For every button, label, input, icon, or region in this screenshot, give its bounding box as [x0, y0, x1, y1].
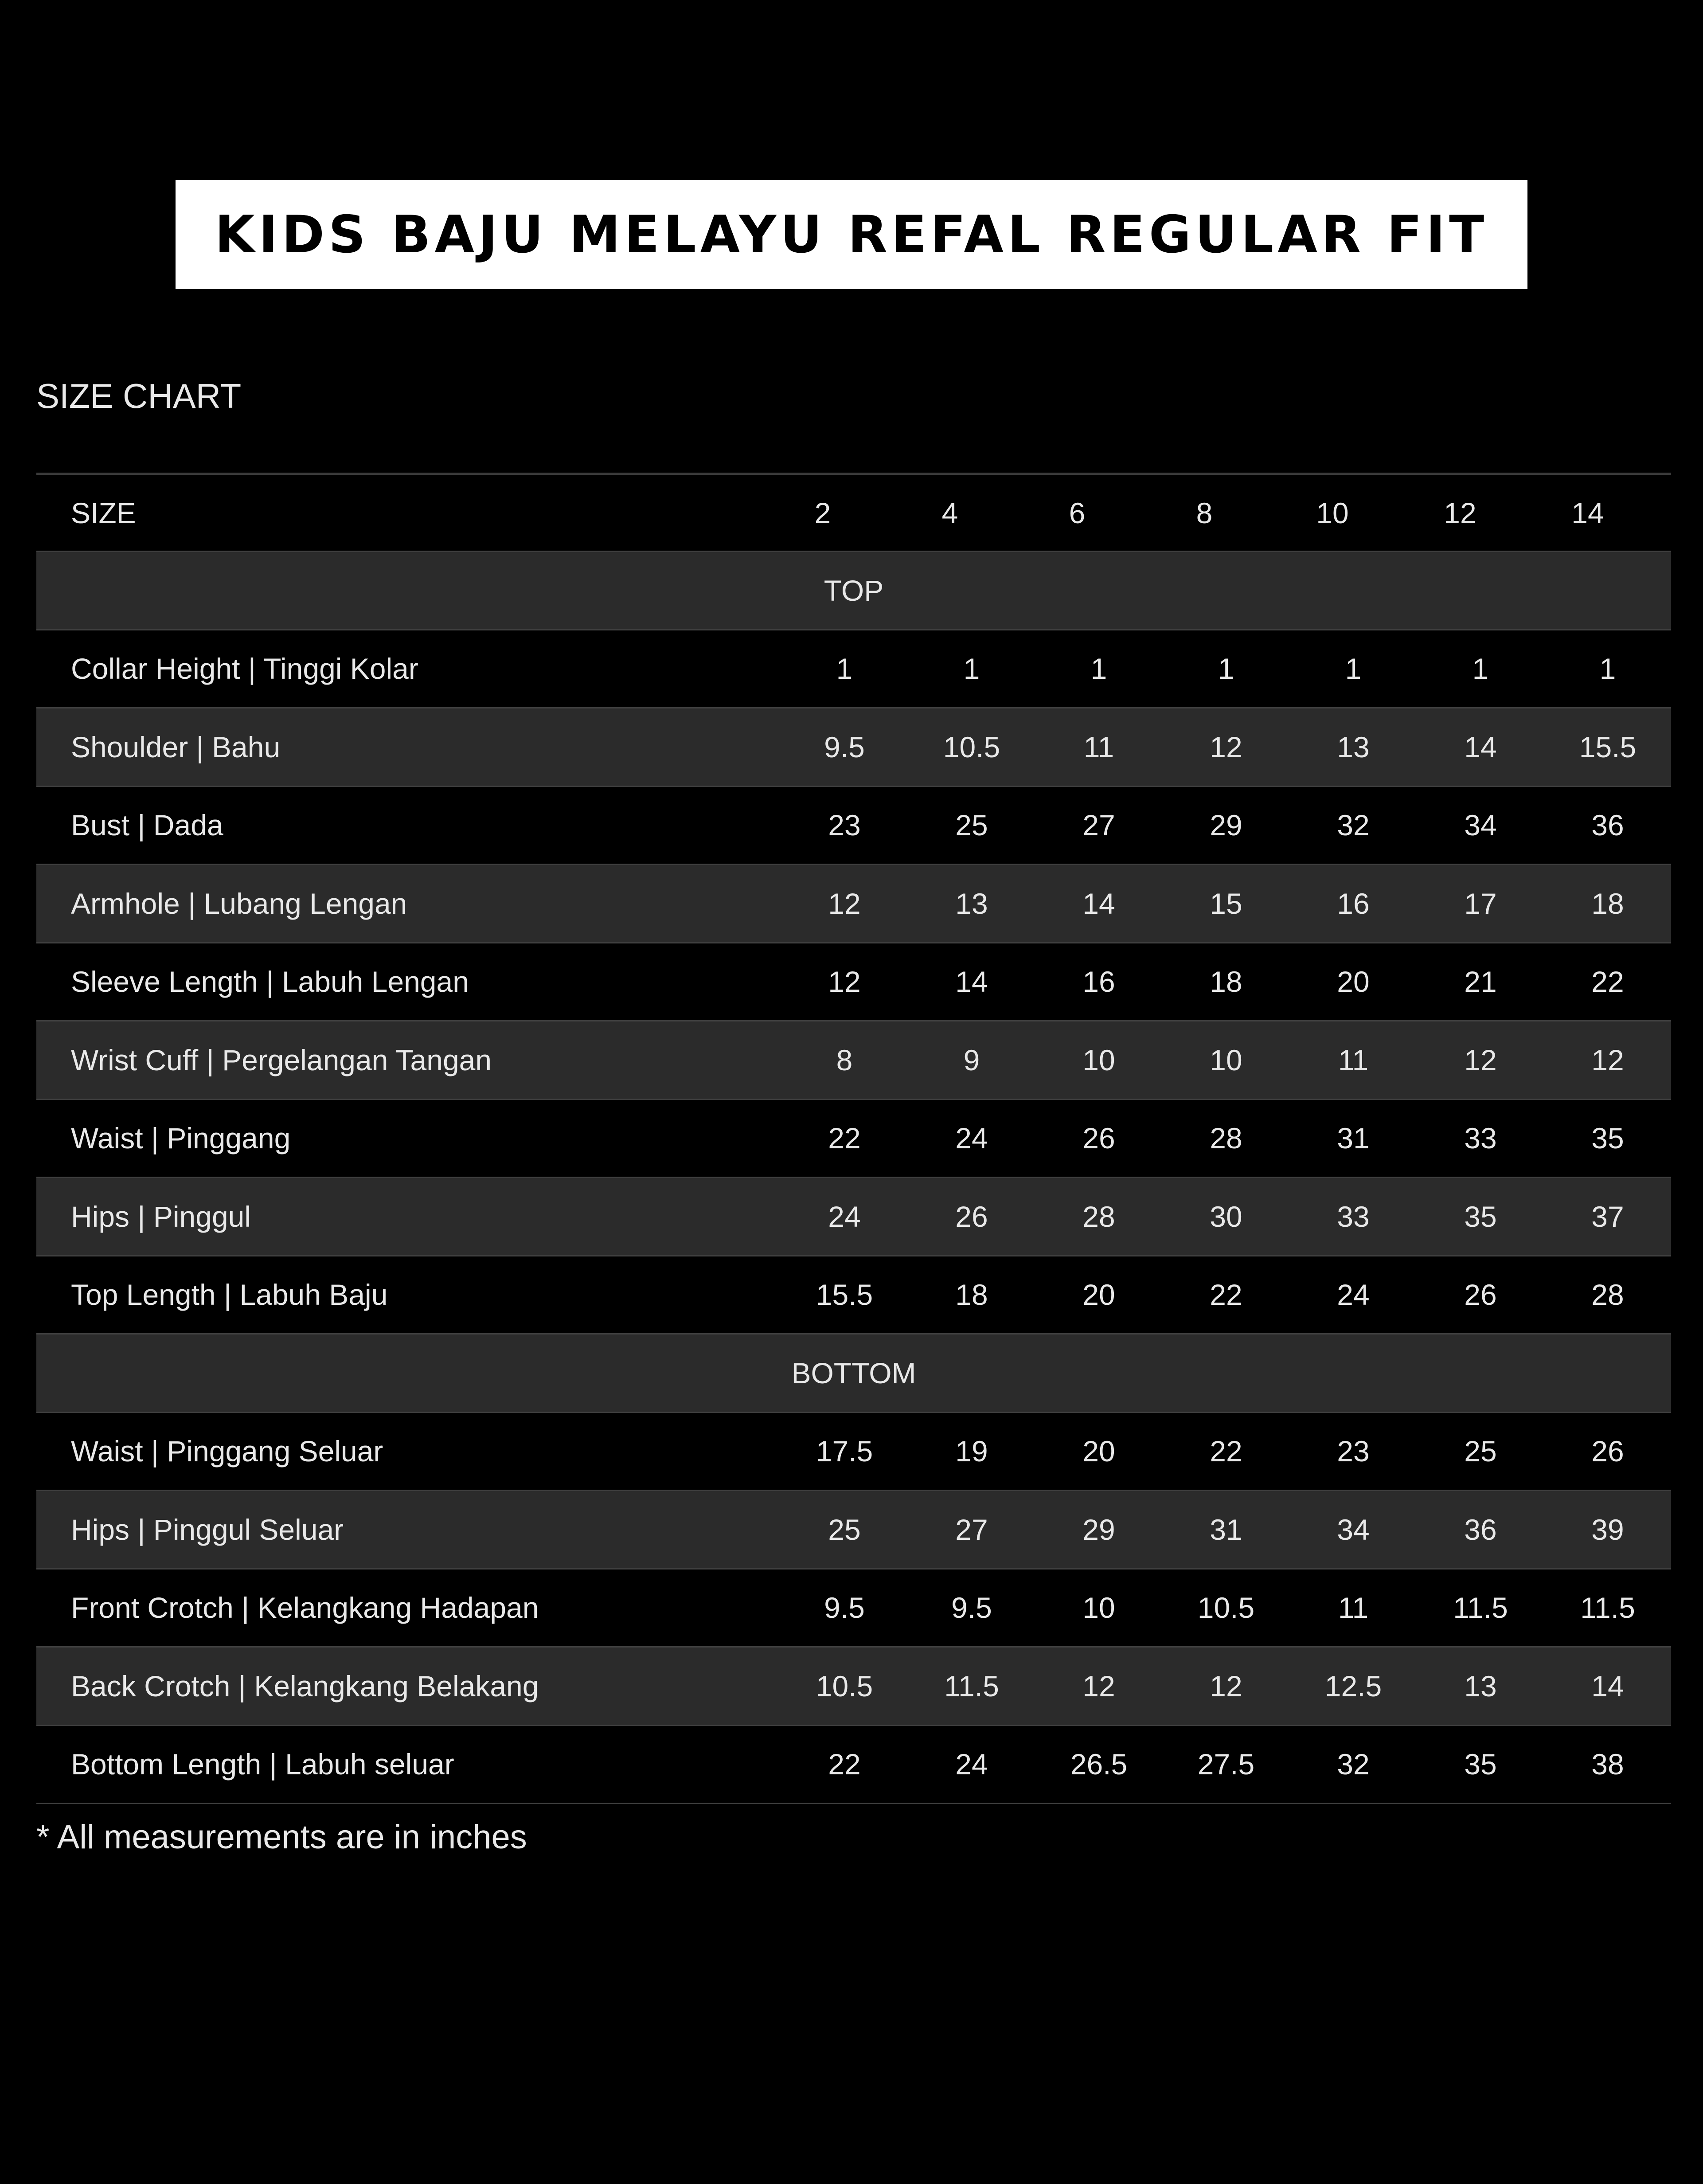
table-row — [36, 1491, 1671, 1570]
measurement-value: 34 — [1337, 1513, 1370, 1546]
bottom-section-row — [36, 1335, 1671, 1413]
measurement-value: 34 — [1464, 809, 1497, 842]
measurement-value: 26 — [1082, 1122, 1115, 1155]
table-row — [36, 1100, 1671, 1178]
size-header-cell: 4 — [941, 496, 958, 529]
measurement-value: 20 — [1337, 965, 1370, 998]
measurement-value: 24 — [828, 1200, 861, 1233]
size-header-cell: 10 — [1316, 496, 1349, 529]
measurement-value: 24 — [955, 1122, 988, 1155]
measurement-value: 14 — [1464, 730, 1497, 763]
measurement-value: 25 — [955, 809, 988, 842]
measurement-value: 1 — [1599, 652, 1616, 685]
measurement-value: 24 — [1337, 1278, 1370, 1311]
measurement-value: 13 — [1337, 730, 1370, 763]
size-header-cell: 14 — [1571, 496, 1604, 529]
measurement-value: 11.5 — [1453, 1591, 1508, 1624]
measurement-value: 28 — [1591, 1278, 1624, 1311]
measurement-value: 12 — [1464, 1043, 1497, 1076]
measurement-value: 12 — [828, 965, 861, 998]
measurement-value: 26 — [1464, 1278, 1497, 1311]
table-row — [36, 1022, 1671, 1100]
measurement-value: 33 — [1337, 1200, 1370, 1233]
measurement-value: 10 — [1210, 1043, 1242, 1076]
table-row — [36, 1570, 1671, 1648]
measurement-value: 9.5 — [824, 730, 865, 763]
measurement-label: Waist | Pinggang Seluar — [71, 1435, 383, 1468]
measurement-label: Top Length | Labuh Baju — [71, 1278, 388, 1311]
measurement-value: 15 — [1210, 887, 1242, 920]
measurement-value: 28 — [1210, 1122, 1242, 1155]
measurement-value: 13 — [955, 887, 988, 920]
measurement-value: 25 — [1464, 1435, 1497, 1468]
measurement-label: Bottom Length | Labuh seluar — [71, 1748, 454, 1781]
measurement-value: 30 — [1210, 1200, 1242, 1233]
measurement-value: 11 — [1083, 730, 1114, 763]
measurement-value: 14 — [1591, 1669, 1624, 1703]
table-row — [36, 865, 1671, 943]
measurement-label: Wrist Cuff | Pergelangan Tangan — [71, 1043, 492, 1076]
table-row — [36, 943, 1671, 1022]
measurement-value: 22 — [828, 1122, 861, 1155]
measurement-value: 12 — [1210, 1669, 1242, 1703]
measurement-value: 15.5 — [816, 1278, 873, 1311]
measurement-value: 10.5 — [816, 1669, 873, 1703]
measurement-value: 9.5 — [951, 1591, 992, 1624]
measurement-footnote: * All measurements are in inches — [36, 1818, 527, 1856]
measurement-value: 10.5 — [1197, 1591, 1255, 1624]
measurement-value: 19 — [955, 1435, 988, 1468]
size-header-cell: 12 — [1444, 496, 1476, 529]
measurement-label: Sleeve Length | Labuh Lengan — [71, 965, 469, 998]
measurement-label: Shoulder | Bahu — [71, 730, 281, 763]
measurement-value: 27 — [1082, 809, 1115, 842]
measurement-value: 29 — [1210, 809, 1242, 842]
measurement-value: 1 — [1090, 652, 1107, 685]
measurement-value: 33 — [1464, 1122, 1497, 1155]
measurement-value: 24 — [955, 1748, 988, 1781]
measurement-value: 26 — [1591, 1435, 1624, 1468]
measurement-value: 35 — [1464, 1748, 1497, 1781]
size-chart-table — [36, 473, 1671, 1804]
measurement-value: 1 — [1345, 652, 1362, 685]
measurement-value: 20 — [1082, 1278, 1115, 1311]
measurement-value: 21 — [1464, 965, 1497, 998]
measurement-value: 1 — [963, 652, 980, 685]
measurement-value: 12 — [828, 887, 861, 920]
measurement-value: 12.5 — [1324, 1669, 1382, 1703]
measurement-value: 38 — [1591, 1748, 1624, 1781]
table-row — [36, 1726, 1671, 1804]
measurement-value: 10 — [1082, 1043, 1115, 1076]
measurement-value: 28 — [1082, 1200, 1115, 1233]
measurement-value: 22 — [828, 1748, 861, 1781]
measurement-value: 35 — [1464, 1200, 1497, 1233]
top-section-row — [36, 552, 1671, 630]
measurement-value: 36 — [1591, 809, 1624, 842]
table-row — [36, 787, 1671, 865]
size-header-cell: 8 — [1196, 496, 1213, 529]
measurement-value: 12 — [1082, 1669, 1115, 1703]
measurement-value: 29 — [1082, 1513, 1115, 1546]
measurement-label: Hips | Pinggul — [71, 1200, 251, 1233]
measurement-value: 36 — [1464, 1513, 1497, 1546]
measurement-value: 12 — [1591, 1043, 1624, 1076]
measurement-value: 11.5 — [944, 1669, 999, 1703]
measurement-value: 22 — [1591, 965, 1624, 998]
top-section-label: TOP — [824, 574, 884, 607]
measurement-value: 11 — [1338, 1591, 1369, 1624]
measurement-value: 27.5 — [1197, 1748, 1255, 1781]
measurement-value: 35 — [1591, 1122, 1624, 1155]
measurement-value: 17.5 — [816, 1435, 873, 1468]
size-header-cell: 2 — [814, 496, 831, 529]
bottom-section-label: BOTTOM — [791, 1356, 916, 1389]
measurement-value: 11.5 — [1580, 1591, 1635, 1624]
measurement-value: 14 — [1082, 887, 1115, 920]
table-row — [36, 630, 1671, 709]
measurement-value: 1 — [836, 652, 853, 685]
top-rows-group — [36, 630, 1671, 1335]
measurement-value: 22 — [1210, 1278, 1242, 1311]
measurement-value: 15.5 — [1579, 730, 1637, 763]
measurement-label: Hips | Pinggul Seluar — [71, 1513, 344, 1546]
measurement-value: 26.5 — [1070, 1748, 1128, 1781]
measurement-label: Front Crotch | Kelangkang Hadapan — [71, 1591, 539, 1624]
measurement-value: 23 — [828, 809, 861, 842]
measurement-value: 23 — [1337, 1435, 1370, 1468]
measurement-value: 20 — [1082, 1435, 1115, 1468]
measurement-label: Bust | Dada — [71, 809, 223, 842]
title-banner — [176, 180, 1527, 289]
measurement-value: 17 — [1464, 887, 1497, 920]
measurement-value: 18 — [1591, 887, 1624, 920]
measurement-label: Waist | Pinggang — [71, 1122, 291, 1155]
table-header-row — [36, 475, 1671, 552]
table-row — [36, 1178, 1671, 1256]
page-title: KIDS BAJU MELAYU REFAL REGULAR FIT — [215, 204, 1488, 265]
measurement-value: 18 — [1210, 965, 1242, 998]
measurement-value: 32 — [1337, 809, 1370, 842]
table-row — [36, 1256, 1671, 1335]
size-header-cell: 6 — [1069, 496, 1086, 529]
table-row — [36, 1648, 1671, 1726]
measurement-value: 27 — [955, 1513, 988, 1546]
measurement-value: 37 — [1591, 1200, 1624, 1233]
measurement-value: 32 — [1337, 1748, 1370, 1781]
measurement-label: Armhole | Lubang Lengan — [71, 887, 407, 920]
size-column-header: SIZE — [71, 496, 136, 529]
measurement-label: Collar Height | Tinggi Kolar — [71, 652, 418, 685]
measurement-value: 11 — [1338, 1043, 1369, 1076]
size-chart-heading: SIZE CHART — [36, 376, 242, 415]
measurement-value: 1 — [1472, 652, 1489, 685]
measurement-value: 9.5 — [824, 1591, 865, 1624]
table-row — [36, 1413, 1671, 1491]
measurement-value: 10.5 — [943, 730, 1000, 763]
measurement-value: 1 — [1218, 652, 1234, 685]
measurement-value: 16 — [1337, 887, 1370, 920]
measurement-value: 25 — [828, 1513, 861, 1546]
measurement-value: 18 — [955, 1278, 988, 1311]
measurement-value: 10 — [1082, 1591, 1115, 1624]
measurement-value: 13 — [1464, 1669, 1497, 1703]
bottom-rows-group — [36, 1413, 1671, 1804]
table-row — [36, 708, 1671, 787]
measurement-value: 31 — [1337, 1122, 1370, 1155]
measurement-value: 22 — [1210, 1435, 1242, 1468]
measurement-label: Back Crotch | Kelangkang Belakang — [71, 1669, 539, 1703]
measurement-value: 8 — [836, 1043, 853, 1076]
measurement-value: 16 — [1082, 965, 1115, 998]
measurement-value: 39 — [1591, 1513, 1624, 1546]
measurement-value: 12 — [1210, 730, 1242, 763]
measurement-value: 26 — [955, 1200, 988, 1233]
measurement-value: 14 — [955, 965, 988, 998]
measurement-value: 31 — [1210, 1513, 1242, 1546]
measurement-value: 9 — [963, 1043, 980, 1076]
